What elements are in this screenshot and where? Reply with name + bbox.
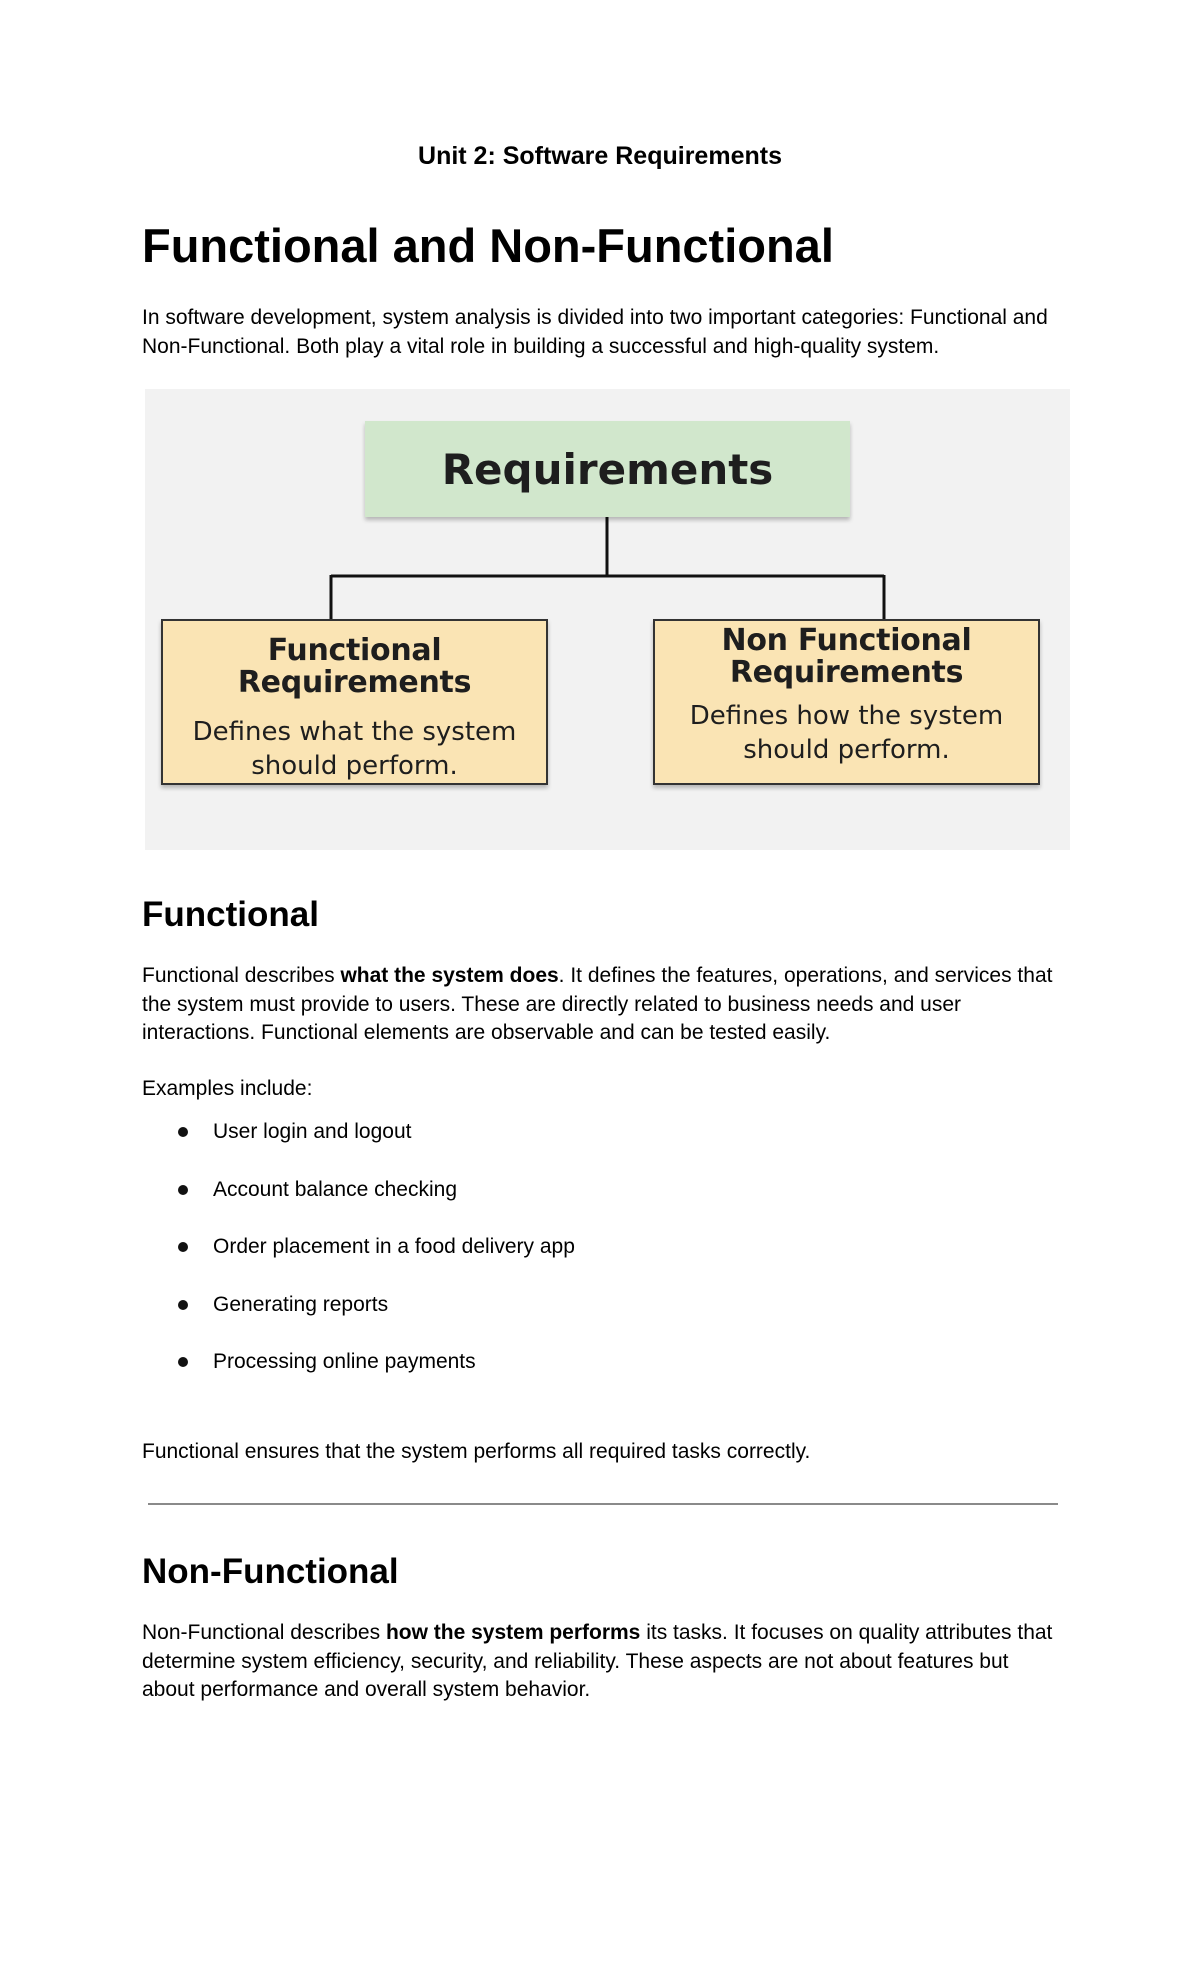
functional-para-lead: Functional describes: [142, 964, 341, 987]
section-divider: [148, 1503, 1058, 1505]
intro-paragraph: In software development, system analysis is divided into two important categories: Functional and Non-Functional. Both play a vital role in building a successful and high-quality system.: [142, 306, 1048, 358]
functional-heading: Functional: [142, 895, 319, 934]
requirements-root-label: Requirements: [441, 444, 774, 494]
functional-paragraph: [142, 962, 1062, 1048]
list-item-text: Generating reports: [213, 1292, 389, 1316]
non-functional-heading: Non-Functional: [142, 1552, 399, 1591]
requirements-root-box: [365, 421, 850, 517]
bullet-icon: [178, 1242, 188, 1252]
examples-label: Examples include:: [142, 1077, 313, 1100]
bullet-icon: [178, 1127, 188, 1137]
list-item-text: Account balance checking: [213, 1177, 457, 1201]
functional-para-rest: . It defines the features, operations, and services that the system must provide to users. These are directly related to business needs and user interactions. Functional elements are observable and can be tested easily.: [142, 964, 1053, 1044]
unit-title: Unit 2: Software Requirements: [418, 142, 782, 170]
functional-requirements-box: [161, 619, 548, 785]
bullet-icon: [178, 1185, 188, 1195]
non-functional-box-description: [655, 699, 1038, 767]
non-functional-box-title: [655, 625, 1038, 689]
list-item: [142, 1291, 575, 1349]
non-functional-para-rest: its tasks. It focuses on quality attributes that determine system efficiency, security, and reliability. These aspects are not about features but about performance and overall system behavior.: [142, 1621, 1053, 1701]
list-item: [142, 1118, 575, 1176]
requirements-diagram: [145, 389, 1070, 850]
non-functional-paragraph: [142, 1619, 1062, 1705]
list-item: [142, 1176, 575, 1234]
list-item: [142, 1348, 575, 1406]
non-functional-requirements-box: [653, 619, 1040, 785]
functional-desc-line-2: should perform.: [251, 751, 458, 781]
functional-para-bold: what the system does: [340, 964, 559, 987]
list-item-text: Order placement in a food delivery app: [213, 1235, 575, 1258]
list-item-text: User login and logout: [213, 1120, 412, 1143]
examples-list: [142, 1118, 575, 1406]
functional-desc-line-1: Defines what the system: [192, 717, 517, 747]
non-functional-para-lead: Non-Functional describes: [142, 1621, 386, 1644]
non-functional-desc-line-1: Defines how the system: [689, 701, 1004, 731]
functional-box-description: [163, 715, 546, 783]
list-item-text: Processing online payments: [213, 1350, 476, 1373]
non-functional-title-line-1: Non Functional: [721, 623, 972, 658]
non-functional-desc-line-2: should perform.: [743, 735, 950, 765]
bullet-icon: [178, 1357, 188, 1367]
functional-box-title: Functional Requirements: [237, 633, 472, 700]
functional-conclusion: Functional ensures that the system performs all required tasks correctly.: [142, 1440, 811, 1463]
non-functional-para-bold: how the system performs: [385, 1621, 641, 1644]
bullet-icon: [178, 1300, 188, 1310]
list-item: [142, 1233, 575, 1291]
non-functional-title-line-2: Requirements: [729, 655, 964, 690]
page-title: Functional and Non-Functional: [142, 219, 834, 272]
